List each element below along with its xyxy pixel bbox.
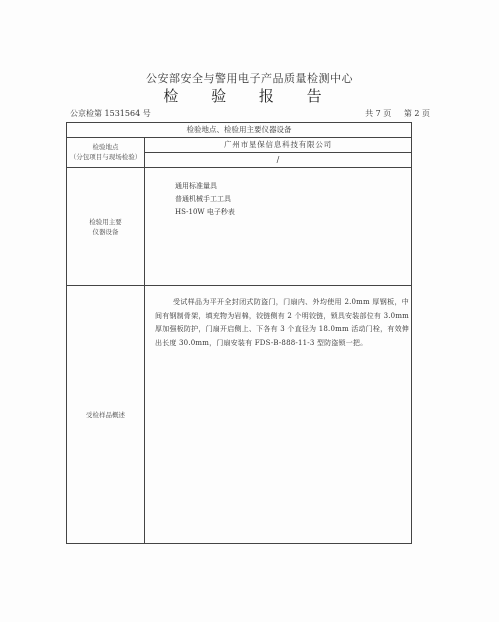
equipment-value	[145, 168, 411, 285]
report-title: 检 验 报 告	[163, 87, 336, 105]
sample-label	[67, 286, 145, 543]
report-number: 公京检第 1531564 号	[70, 109, 151, 118]
location-label-text: 检验地点 （分包项目与现场检验）	[69, 143, 142, 161]
company-name: 广州市星保信息科技有限公司	[145, 137, 411, 153]
sample-value	[145, 286, 411, 543]
current-page: 第 2 页	[403, 109, 430, 118]
equipment-item: HS-10W 电子秒表	[175, 208, 235, 216]
sample-label-text: 受检样品概述	[86, 410, 125, 419]
total-pages: 共 7 页	[365, 109, 392, 118]
section-title: 检验地点、检验用主要仪器设备	[67, 123, 411, 138]
organization-name: 公安部安全与警用电子产品质量检测中心	[146, 72, 353, 85]
sample-description: 受试样品为平开全封闭式防盗门，门扇内、外均使用 2.0mm 厚钢板，中间有钢制骨架，填充物为岩棉，铰链侧有 2 个明铰链，锁具安装部位有 3.0mm 厚加强板防护，门扇开启侧上、下各有 3 个直径为 18.0mm 活动门栓，有效伸出长度 30.0mm，门扇安装有 FDS-B-888-11-3 型防盗锁一把。	[155, 298, 409, 347]
equipment-item: 通用标准量具	[175, 182, 217, 190]
location-value	[145, 137, 411, 167]
subcontract-value: /	[276, 155, 280, 164]
equipment-label-text: 检验用主要 仪器设备	[89, 217, 122, 236]
report-table	[66, 122, 412, 544]
equipment-list	[175, 180, 235, 219]
row-location	[67, 137, 411, 168]
equipment-item: 普通机械手工工具	[175, 195, 231, 203]
page-info	[330, 108, 430, 119]
equipment-label	[67, 168, 145, 285]
location-label	[67, 137, 145, 167]
row-sample	[67, 286, 411, 543]
row-equipment	[67, 168, 411, 286]
